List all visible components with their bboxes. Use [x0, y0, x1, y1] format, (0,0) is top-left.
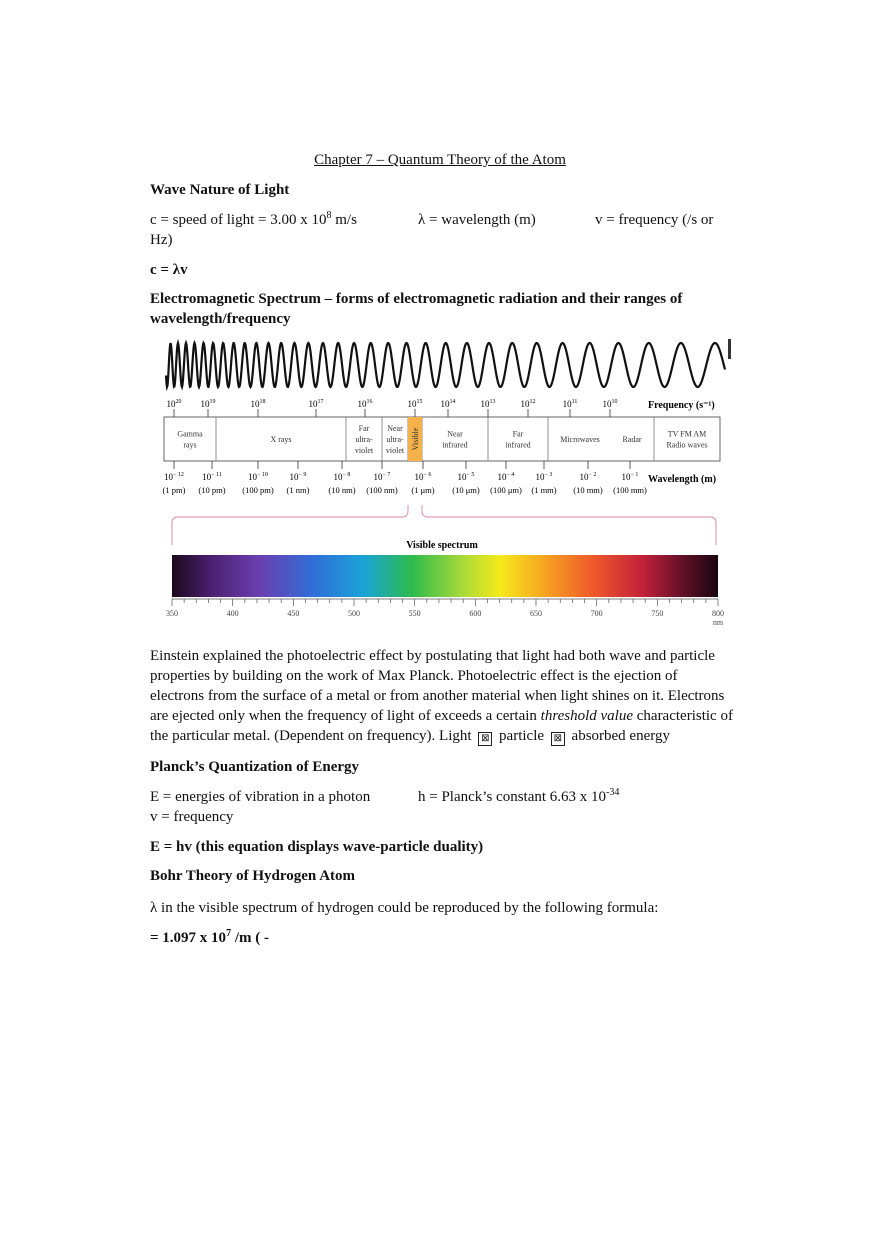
- wavelength-tick-base: 10: [497, 472, 507, 482]
- frequency-axis-label: Frequency (s⁻¹): [648, 400, 715, 411]
- wavelength-tick-base: 10: [333, 472, 343, 482]
- band-label: rays: [183, 440, 197, 450]
- frequency-tick-base: 10: [407, 399, 417, 409]
- frequency-tick-exponent: 13: [489, 399, 496, 405]
- rydberg-formula-exponent: 7: [226, 928, 232, 939]
- einstein-line-5: [150, 726, 735, 746]
- visible-nm-ticks: [166, 599, 724, 618]
- threshold-value-term: threshold value: [540, 708, 633, 724]
- frequency-tick-base: 10: [308, 399, 318, 409]
- einstein-line-4-text: are ejected only when the frequency of light of exceeds a certain: [150, 708, 541, 724]
- band-label: Radar: [622, 435, 642, 444]
- frequency-tick-base: 10: [166, 399, 176, 409]
- wavelength-tick-label: [334, 472, 351, 482]
- wavelength-definition: λ = wavelength (m): [418, 212, 536, 228]
- wavelength-tick-unit: (10 pm): [198, 485, 226, 495]
- frequency-tick-base: 10: [250, 399, 260, 409]
- speed-of-light-definition: [150, 210, 357, 230]
- wavelength-tick-label: [248, 472, 268, 482]
- frequency-tick-label: [481, 399, 496, 409]
- em-spectrum-heading: Electromagnetic Spectrum – forms of electromagnetic radiation and their ranges of: [150, 291, 683, 307]
- bohr-text: λ in the visible spectrum of hydrogen could be reproduced by the following formula:: [150, 900, 659, 916]
- frequency-tick-exponent: 10: [611, 399, 618, 405]
- bohr-heading: Bohr Theory of Hydrogen Atom: [150, 868, 356, 884]
- band-label: ultra-: [386, 435, 404, 444]
- frequency-tick-base: 10: [562, 399, 572, 409]
- frequency-tick-label: [358, 399, 373, 409]
- rydberg-formula: [150, 928, 269, 948]
- einstein-line-1: Einstein explained the photoelectric effect by postulating that light had both wave and particle: [150, 648, 715, 664]
- band-label: violet: [354, 446, 374, 455]
- einstein-line-3: electrons from the surface of a metal or from another material when light shines on it. Electrons: [150, 688, 725, 704]
- wavelength-axis-label: Wavelength (m): [648, 474, 717, 485]
- wavelength-tick-exponent: − 2: [588, 472, 597, 478]
- rydberg-formula-end: /m ( -: [231, 930, 269, 946]
- wavelength-tick-base: 10: [535, 472, 545, 482]
- einstein-line-4-end: characteristic of: [633, 708, 733, 724]
- wavelength-tick-unit: (100 μm): [490, 485, 522, 495]
- wavelength-tick-label: [580, 472, 597, 482]
- frequency-tick-label: [563, 399, 578, 409]
- wavelength-tick-base: 10: [164, 472, 174, 482]
- em-spectrum-heading-cont: wavelength/frequency: [150, 311, 291, 327]
- frequency-tick-exponent: 16: [366, 399, 373, 405]
- wavelength-tick-base: 10: [289, 472, 299, 482]
- band-label: TV FM AM: [667, 429, 707, 439]
- einstein-paragraph: [150, 646, 735, 746]
- einstein-line-2: properties by building on the work of Max Planck. Photoelectric effect is the ejection of: [150, 668, 678, 684]
- wavelength-tick-exponent: − 8: [342, 472, 351, 478]
- wavelength-tick-exponent: − 3: [544, 472, 553, 478]
- band-label: Far: [358, 424, 370, 433]
- missing-arrow-icon: ⊠: [551, 732, 565, 746]
- wavelength-tick-base: 10: [621, 472, 631, 482]
- band-label: violet: [385, 446, 405, 455]
- wave-nature-heading: Wave Nature of Light: [150, 182, 290, 198]
- wavelength-tick-exponent: − 7: [382, 472, 391, 478]
- nm-tick-label: 400: [226, 609, 239, 618]
- wavelength-tick-base: 10: [579, 472, 589, 482]
- em-spectrum-figure: [160, 335, 740, 630]
- frequency-tick-label: [408, 399, 423, 409]
- planck-constant-text: h = Planck’s constant 6.63 x 10: [418, 789, 607, 805]
- frequency-tick-label: [521, 399, 536, 409]
- nm-tick-label: 600: [469, 609, 482, 618]
- wavelength-tick-unit: (100 pm): [242, 485, 274, 495]
- band-label: infrared: [505, 440, 531, 450]
- planck-constant-definition: [418, 787, 619, 807]
- wavelength-tick-label: [415, 472, 432, 482]
- frequency-tick-exponent: 20: [175, 399, 182, 405]
- wavelength-tick-base: 10: [202, 472, 212, 482]
- visible-spectrum-title: Visible spectrum: [406, 540, 478, 551]
- wavelength-tick-exponent: − 4: [506, 472, 515, 478]
- nm-tick-label: 750: [651, 609, 664, 618]
- planck-heading: Planck’s Quantization of Energy: [150, 759, 360, 775]
- wavelength-tick-unit: (1 mm): [531, 485, 557, 495]
- einstein-line-4: [150, 706, 735, 726]
- frequency-tick-label: [603, 399, 618, 409]
- wavelength-tick-exponent: − 9: [298, 472, 307, 478]
- frequency-tick-base: 10: [357, 399, 367, 409]
- wavelength-tick-exponent: − 11: [211, 472, 222, 478]
- wavelength-tick-unit: (100 mm): [613, 485, 647, 495]
- nm-tick-label: 350: [166, 609, 178, 618]
- frequency-tick-base: 10: [480, 399, 490, 409]
- wavelength-tick-base: 10: [457, 472, 467, 482]
- rydberg-formula-text: = 1.097 x 10: [150, 930, 227, 946]
- band-label-visible: Visible: [411, 427, 420, 451]
- frequency-definition-cont: Hz): [150, 232, 173, 248]
- frequency-tick-base: 10: [602, 399, 612, 409]
- speed-of-light-exponent: 8: [326, 210, 332, 221]
- wavelength-tick-base: 10: [248, 472, 258, 482]
- wavelength-tick-unit: (1 μm): [411, 485, 435, 495]
- frequency-tick-label: [251, 399, 266, 409]
- spectrum-bands: [164, 417, 720, 461]
- frequency-tick-label: [441, 399, 456, 409]
- wave-equation: c = λv: [150, 262, 188, 278]
- visible-bracket-left: [172, 505, 408, 545]
- planck-frequency-definition: v = frequency: [150, 809, 234, 825]
- wavelength-tick-unit: (10 μm): [452, 485, 480, 495]
- wavelength-tick-exponent: − 5: [466, 472, 475, 478]
- wavelength-tick-exponent: − 1: [630, 472, 639, 478]
- frequency-tick-exponent: 17: [317, 399, 324, 405]
- visible-spectrum-band: [172, 555, 718, 597]
- wavelength-tick-exponent: − 10: [257, 472, 268, 478]
- frequency-ticks: [167, 399, 618, 417]
- frequency-tick-exponent: 12: [529, 399, 536, 405]
- band-label: Microwaves: [560, 435, 600, 444]
- wavelength-tick-label: [458, 472, 475, 482]
- nm-tick-label: 650: [530, 609, 542, 618]
- frequency-tick-exponent: 11: [571, 399, 578, 405]
- wavelength-tick-unit: (1 nm): [286, 485, 310, 495]
- frequency-tick-base: 10: [200, 399, 210, 409]
- nm-tick-label: 450: [287, 609, 300, 618]
- band-label: infrared: [442, 440, 468, 450]
- wavelength-tick-label: [622, 472, 639, 482]
- wavelength-tick-unit: (10 mm): [573, 485, 603, 495]
- wavelength-tick-unit: (1 pm): [162, 485, 186, 495]
- frequency-tick-label: [201, 399, 216, 409]
- frequency-tick-base: 10: [440, 399, 450, 409]
- planck-equation: E = hv (this equation displays wave-particle duality): [150, 839, 484, 855]
- wavelength-tick-exponent: − 12: [173, 472, 184, 478]
- nm-unit-label: nm: [712, 618, 724, 627]
- frequency-tick-base: 10: [520, 399, 530, 409]
- wavelength-tick-exponent: − 6: [423, 472, 432, 478]
- wavelength-tick-label: [498, 472, 515, 482]
- wavelength-tick-label: [374, 472, 391, 482]
- wavelength-tick-base: 10: [414, 472, 424, 482]
- wavelength-tick-unit: (100 nm): [366, 485, 398, 495]
- energy-definition: E = energies of vibration in a photon: [150, 789, 371, 805]
- missing-arrow-icon: ⊠: [478, 732, 492, 746]
- frequency-tick-exponent: 15: [416, 399, 423, 405]
- nm-tick-label: 800: [712, 609, 724, 618]
- speed-of-light-unit: m/s: [331, 212, 357, 228]
- visible-bracket-right: [422, 505, 716, 545]
- frequency-definition: v = frequency (/s or: [595, 212, 714, 228]
- nm-tick-label: 700: [590, 609, 603, 618]
- band-label: Near: [447, 429, 463, 439]
- nm-tick-label: 500: [348, 609, 360, 618]
- wavelength-tick-unit: (10 nm): [328, 485, 356, 495]
- wavelength-tick-label: [290, 472, 307, 482]
- frequency-tick-exponent: 18: [259, 399, 266, 405]
- band-label: X rays: [270, 435, 292, 444]
- speed-of-light-text: c = speed of light = 3.00 x 10: [150, 212, 327, 228]
- frequency-wave: [166, 343, 725, 387]
- frequency-tick-exponent: 19: [209, 399, 216, 405]
- einstein-line-5-mid: particle: [495, 728, 548, 744]
- nm-tick-label: 550: [408, 609, 421, 618]
- wavelength-tick-label: [164, 472, 184, 482]
- planck-constant-exponent: -34: [606, 787, 620, 798]
- band-label: ultra-: [355, 435, 373, 444]
- frequency-tick-exponent: 14: [449, 399, 456, 405]
- wavelength-ticks: [163, 461, 647, 495]
- band-label: Radio waves: [666, 440, 708, 450]
- wavelength-tick-base: 10: [373, 472, 383, 482]
- wavelength-tick-label: [536, 472, 553, 482]
- einstein-line-5-end: absorbed energy: [567, 728, 670, 744]
- frequency-tick-label: [309, 399, 324, 409]
- band-label: Gamma: [177, 429, 203, 439]
- wave-end-mark: [728, 339, 731, 359]
- einstein-line-5-text: the particular metal. (Dependent on frequency). Light: [150, 728, 476, 744]
- band-label: Far: [512, 429, 524, 439]
- page-title: Chapter 7 – Quantum Theory of the Atom: [314, 152, 566, 168]
- frequency-tick-label: [167, 399, 182, 409]
- wavelength-tick-label: [202, 472, 222, 482]
- band-label: Near: [387, 424, 403, 433]
